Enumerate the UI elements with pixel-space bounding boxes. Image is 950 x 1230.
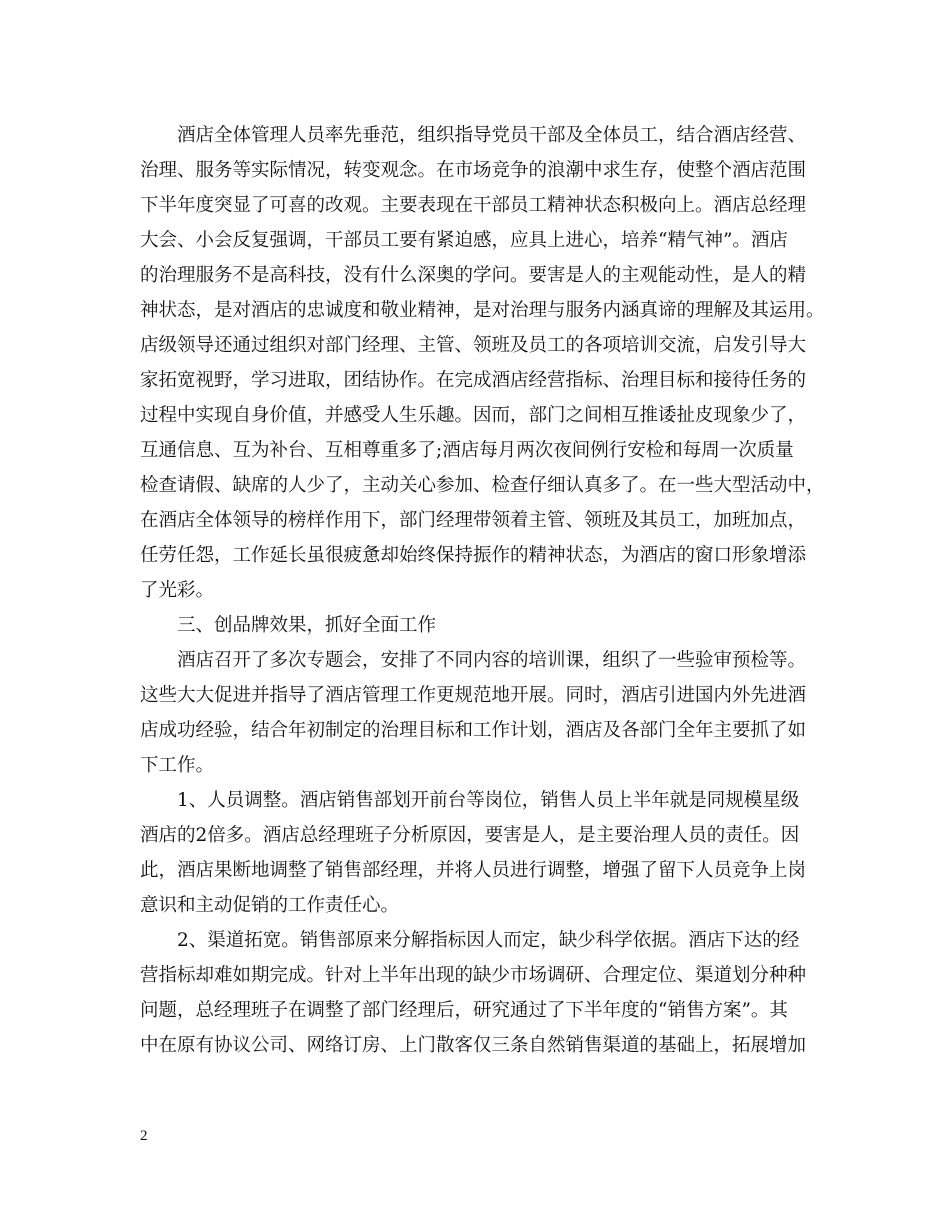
text-line: 营指标却难如期完成。针对上半年出现的缺少市场调研、合理定位、渠道划分种种 — [140, 965, 807, 986]
text-line: 大会、小会反复强调，干部员工要有紧迫感，应具上进心，培养“精气神”。酒店 — [140, 230, 788, 251]
text-line: 酒店召开了多次专题会，安排了不同内容的培训课，组织了一些验审预检等。 — [177, 650, 807, 671]
text-line: 中在原有协议公司、网络订房、上门散客仅三条自然销售渠道的基础上，拓展增加 — [140, 1035, 807, 1056]
text-line: 问题，总经理班子在调整了部门经理后，研究通过了下半年度的“销售方案”。其 — [140, 1000, 788, 1021]
text-line: 店级领导还通过组织对部门经理、主管、领班及员工的各项培训交流，启发引导大 — [140, 335, 807, 356]
text-line: 互通信息、互为补台、互相尊重多了;酒店每月两次夜间例行安检和每周一次质量 — [140, 440, 794, 461]
text-line: 店成功经验，结合年初制定的治理目标和工作计划，酒店及各部门全年主要抓了如 — [140, 720, 807, 741]
text-line: 神状态，是对酒店的忠诚度和敬业精神，是对治理与服务内涵真谛的理解及其运用。 — [140, 300, 825, 321]
text-line: 家拓宽视野，学习进取，团结协作。在完成酒店经营指标、治理目标和接待任务的 — [140, 370, 807, 391]
page-number: 2 — [140, 1128, 148, 1144]
section-heading: 三、创品牌效果，抓好全面工作 — [177, 615, 437, 636]
text-line: 的治理服务不是高科技，没有什么深奥的学问。要害是人的主观能动性，是人的精 — [140, 265, 807, 286]
text-line: 酒店的2倍多。酒店总经理班子分析原因，要害是人，是主要治理人员的责任。因 — [140, 825, 800, 846]
text-line: 治理、服务等实际情况，转变观念。在市场竞争的浪潮中求生存，使整个酒店范围 — [140, 160, 807, 181]
text-line: 此，酒店果断地调整了销售部经理，并将人员进行调整，增强了留下人员竞争上岗 — [140, 860, 807, 881]
text-line: 检查请假、缺席的人少了，主动关心参加、检查仔细认真多了。在一些大型活动中， — [140, 475, 825, 496]
document-body — [140, 118, 825, 1063]
text-line: 1、人员调整。酒店销售部划开前台等岗位，销售人员上半年就是同规模星级 — [177, 790, 800, 811]
text-line: 下半年度突显了可喜的改观。主要表现在干部员工精神状态积极向上。酒店总经理 — [140, 195, 807, 216]
text-line: 了光彩。 — [140, 580, 215, 601]
text-line: 过程中实现自身价值，并感受人生乐趣。因而，部门之间相互推诿扯皮现象少了， — [140, 405, 807, 426]
text-line: 下工作。 — [140, 755, 215, 776]
text-line: 酒店全体管理人员率先垂范，组织指导党员干部及全体员工，结合酒店经营、 — [177, 125, 807, 146]
text-line: 任劳任怨，工作延长虽很疲惫却始终保持振作的精神状态，为酒店的窗口形象增添 — [140, 545, 807, 566]
text-line: 这些大大促进并指导了酒店管理工作更规范地开展。同时，酒店引进国内外先进酒 — [140, 685, 807, 706]
text-line: 意识和主动促销的工作责任心。 — [140, 895, 400, 916]
text-line: 2、渠道拓宽。销售部原来分解指标因人而定，缺少科学依据。酒店下达的经 — [177, 930, 800, 951]
text-line: 在酒店全体领导的榜样作用下，部门经理带领着主管、领班及其员工，加班加点， — [140, 510, 807, 531]
